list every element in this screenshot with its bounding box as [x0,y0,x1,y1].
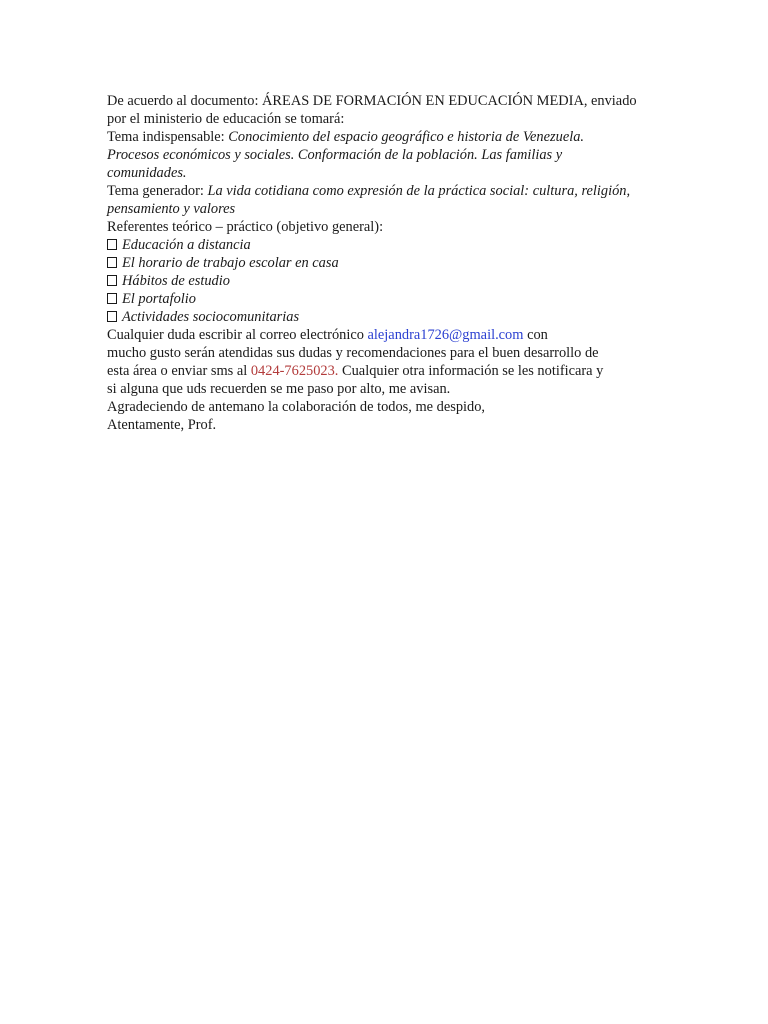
bullet-box-icon [107,275,117,286]
tema-indispensable-text-1: Conocimiento del espacio geográfico e historia de Venezuela. [228,129,584,145]
tema-indispensable-label: Tema indispensable: [107,129,225,145]
phone-number: 0424-7625023. [250,363,339,379]
list-item-text: Actividades sociocomunitarias [122,309,300,325]
list-item [107,308,687,326]
bullet-box-icon [107,257,117,268]
tema-generador-text-1: La vida cotidiana como expresión de la práctica social: cultura, religión, [207,183,631,199]
contact-text: Cualquier otra información se les notificara y [342,363,604,379]
email-link[interactable]: alejandra1726@gmail.com [367,327,524,343]
bullet-box-icon [107,239,117,250]
contact-line-3 [107,362,687,380]
tema-generador-line [107,182,687,200]
contact-line-2: mucho gusto serán atendidas sus dudas y recomendaciones para el buen desarrollo de [107,345,599,361]
tema-indispensable-text-2: Procesos económicos y sociales. Conformación de la población. Las familias y [107,147,563,163]
list-item-text: Hábitos de estudio [122,273,230,289]
tema-generador-text-2: pensamiento y valores [107,201,236,217]
tema-indispensable-text-3: comunidades. [107,165,187,181]
list-item-text: Educación a distancia [122,237,251,253]
closing-line-2: Atentamente, Prof. [107,417,217,433]
intro-line-1: De acuerdo al documento: ÁREAS DE FORMACIÓN EN EDUCACIÓN MEDIA, enviado [107,93,637,109]
referentes-line: Referentes teórico – práctico (objetivo general): [107,219,384,235]
tema-indispensable-line [107,128,687,146]
bullet-box-icon [107,311,117,322]
list-item [107,272,687,290]
list-item [107,290,687,308]
list-item [107,236,687,254]
tema-generador-label: Tema generador: [107,183,204,199]
document-body [107,92,687,434]
contact-text: esta área o enviar sms al [107,363,248,379]
bullet-box-icon [107,293,117,304]
contact-text: Cualquier duda escribir al correo electrónico [107,327,364,343]
list-item [107,254,687,272]
contact-line-1 [107,326,687,344]
contact-text: con [527,327,548,343]
list-item-text: El portafolio [122,291,196,307]
list-item-text: El horario de trabajo escolar en casa [122,255,339,271]
closing-line-1: Agradeciendo de antemano la colaboración de todos, me despido, [107,399,486,415]
intro-line-2: por el ministerio de educación se tomará: [107,111,345,127]
contact-line-4: si alguna que uds recuerden se me paso por alto, me avisan. [107,381,451,397]
